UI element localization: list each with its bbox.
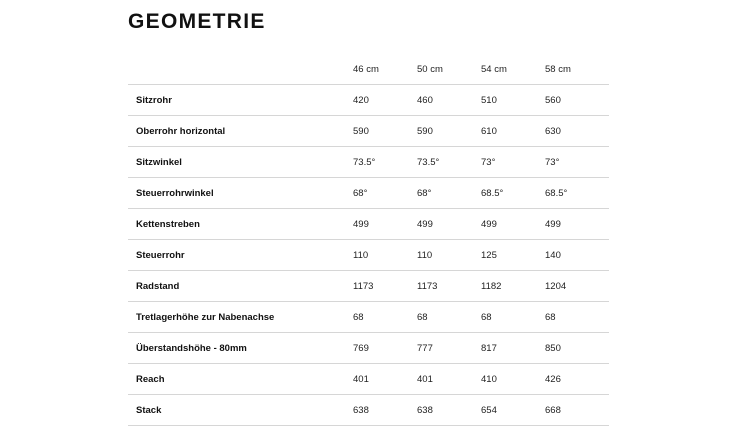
row-value: 125: [481, 240, 545, 271]
row-label: Tretlagerhöhe zur Nabenachse: [128, 302, 353, 333]
row-value: 1182: [481, 271, 545, 302]
row-label: Oberrohr horizontal: [128, 116, 353, 147]
row-value: 850: [545, 333, 609, 364]
row-value: 68: [481, 302, 545, 333]
row-value: 68.5°: [481, 178, 545, 209]
row-value: 110: [353, 240, 417, 271]
row-label: Radstand: [128, 271, 353, 302]
row-value: 817: [481, 333, 545, 364]
row-value: 560: [545, 85, 609, 116]
table-row: [128, 178, 609, 209]
row-label: Stack: [128, 395, 353, 426]
row-value: 499: [417, 209, 481, 240]
table-row: [128, 209, 609, 240]
row-value: 654: [481, 395, 545, 426]
row-value: 426: [545, 364, 609, 395]
row-value: 1173: [417, 271, 481, 302]
row-label: Sitzrohr: [128, 85, 353, 116]
row-value: 68°: [417, 178, 481, 209]
row-value: 68: [417, 302, 481, 333]
table-row: [128, 147, 609, 178]
row-value: 73°: [545, 147, 609, 178]
row-label: Steuerrohrwinkel: [128, 178, 353, 209]
row-value: 590: [353, 116, 417, 147]
header-size-50: 50 cm: [417, 54, 481, 85]
table-row: [128, 302, 609, 333]
table-row: [128, 364, 609, 395]
table-header-row: [128, 54, 609, 85]
row-value: 460: [417, 85, 481, 116]
table-row: [128, 271, 609, 302]
row-label: Steuerrohr: [128, 240, 353, 271]
table-row: [128, 395, 609, 426]
row-label: Sitzwinkel: [128, 147, 353, 178]
row-value: 1173: [353, 271, 417, 302]
row-value: 73.5°: [417, 147, 481, 178]
row-value: 68: [353, 302, 417, 333]
row-label: Reach: [128, 364, 353, 395]
row-value: 73.5°: [353, 147, 417, 178]
row-value: 410: [481, 364, 545, 395]
row-value: 401: [353, 364, 417, 395]
table-row: [128, 85, 609, 116]
row-value: 68.5°: [545, 178, 609, 209]
row-value: 110: [417, 240, 481, 271]
row-value: 777: [417, 333, 481, 364]
header-label-cell: [128, 54, 353, 85]
row-value: 769: [353, 333, 417, 364]
header-size-46: 46 cm: [353, 54, 417, 85]
row-value: 510: [481, 85, 545, 116]
page-title: GEOMETRIE: [128, 10, 266, 33]
header-size-54: 54 cm: [481, 54, 545, 85]
row-value: 610: [481, 116, 545, 147]
table-row: [128, 333, 609, 364]
row-value: 1204: [545, 271, 609, 302]
row-value: 73°: [481, 147, 545, 178]
header-size-58: 58 cm: [545, 54, 609, 85]
table-row: [128, 116, 609, 147]
row-label: Kettenstreben: [128, 209, 353, 240]
row-value: 638: [417, 395, 481, 426]
row-value: 499: [545, 209, 609, 240]
row-value: 499: [481, 209, 545, 240]
geometry-table: [128, 54, 609, 426]
row-value: 668: [545, 395, 609, 426]
row-value: 638: [353, 395, 417, 426]
row-value: 420: [353, 85, 417, 116]
row-value: 68°: [353, 178, 417, 209]
row-value: 140: [545, 240, 609, 271]
row-label: Überstandshöhe - 80mm: [128, 333, 353, 364]
row-value: 630: [545, 116, 609, 147]
row-value: 68: [545, 302, 609, 333]
row-value: 401: [417, 364, 481, 395]
row-value: 499: [353, 209, 417, 240]
row-value: 590: [417, 116, 481, 147]
table-row: [128, 240, 609, 271]
